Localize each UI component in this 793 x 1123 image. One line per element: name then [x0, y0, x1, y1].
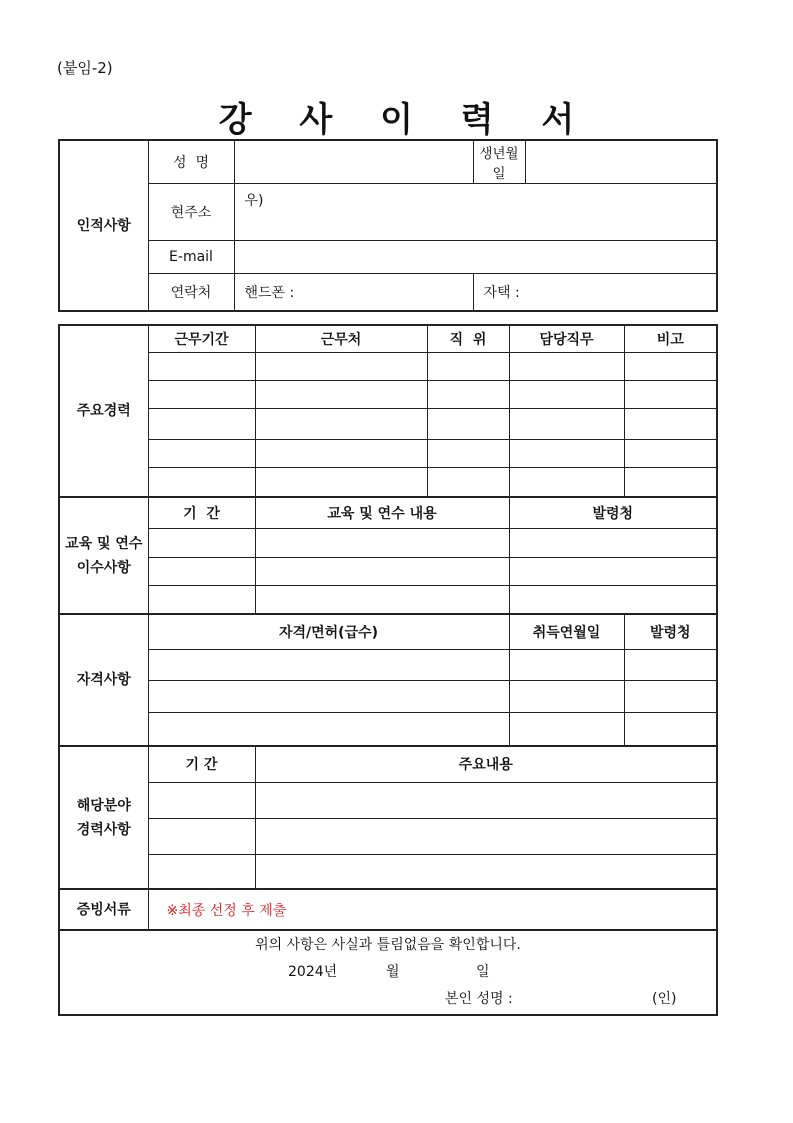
education-cell[interactable]	[255, 585, 509, 614]
table-row	[59, 408, 717, 439]
license-section-label: 자격사항	[59, 614, 148, 746]
table-row	[59, 352, 717, 380]
mobile-field[interactable]	[234, 273, 473, 311]
table-row	[59, 782, 717, 818]
career-header-period: 근무기간	[148, 325, 255, 352]
postal-prefix: 우)	[244, 192, 264, 209]
page-title: 강 사 이 력 서	[218, 100, 593, 140]
field-header-period: 기 간	[148, 746, 255, 782]
career-cell[interactable]	[509, 352, 624, 380]
table-row	[59, 585, 717, 614]
proof-note: ※최종 선정 후 제출	[148, 889, 717, 930]
field-career-section-label	[59, 746, 148, 889]
career-cell[interactable]	[427, 408, 509, 439]
personal-info-table	[58, 139, 718, 312]
career-header-note: 비고	[624, 325, 717, 352]
career-cell[interactable]	[255, 352, 427, 380]
signature-label: 본인 성명 :	[445, 991, 513, 1007]
license-header-name: 자격/면허(급수)	[148, 614, 509, 649]
table-row	[59, 467, 717, 497]
education-cell[interactable]	[148, 557, 255, 585]
field-cell[interactable]	[255, 818, 717, 854]
education-header-content: 교육 및 연수 내용	[255, 497, 509, 528]
field-cell[interactable]	[255, 782, 717, 818]
education-cell[interactable]	[509, 557, 717, 585]
career-cell[interactable]	[624, 380, 717, 408]
license-cell[interactable]	[624, 712, 717, 746]
field-cell[interactable]	[148, 818, 255, 854]
career-header-duty: 담당직무	[509, 325, 624, 352]
education-header-period: 기 간	[148, 497, 255, 528]
table-row	[59, 439, 717, 467]
field-cell[interactable]	[148, 854, 255, 889]
education-cell[interactable]	[255, 557, 509, 585]
license-header-issuer: 발령청	[624, 614, 717, 649]
license-cell[interactable]	[148, 649, 509, 680]
table-row	[59, 818, 717, 854]
license-header-date: 취득연월일	[509, 614, 624, 649]
email-field[interactable]	[234, 240, 717, 273]
career-section-label: 주요경력	[59, 325, 148, 497]
career-cell[interactable]	[509, 408, 624, 439]
field-label-line2: 경력사항	[76, 821, 131, 838]
career-cell[interactable]	[255, 467, 427, 497]
confirmation-month: 월	[386, 964, 400, 980]
proof-section-label: 증빙서류	[59, 889, 148, 930]
education-section-label	[59, 497, 148, 614]
education-label-line2: 이수사항	[76, 559, 131, 576]
career-cell[interactable]	[148, 467, 255, 497]
career-cell[interactable]	[509, 439, 624, 467]
address-label: 현주소	[148, 183, 234, 240]
table-row	[59, 649, 717, 680]
career-cell[interactable]	[427, 467, 509, 497]
career-cell[interactable]	[509, 380, 624, 408]
name-label: 성 명	[148, 140, 234, 183]
confirmation-block	[59, 930, 717, 1015]
attachment-label: (붙임-2)	[57, 59, 113, 77]
career-cell[interactable]	[255, 408, 427, 439]
education-cell[interactable]	[148, 585, 255, 614]
birthdate-label: 생년월일	[473, 140, 525, 183]
career-cell[interactable]	[148, 380, 255, 408]
career-cell[interactable]	[148, 408, 255, 439]
table-row	[59, 712, 717, 746]
contact-label: 연락처	[148, 273, 234, 311]
career-cell[interactable]	[427, 352, 509, 380]
field-cell[interactable]	[255, 854, 717, 889]
address-field[interactable]	[234, 183, 717, 240]
career-cell[interactable]	[255, 439, 427, 467]
career-cell[interactable]	[509, 467, 624, 497]
license-cell[interactable]	[509, 680, 624, 712]
birthdate-field[interactable]	[525, 140, 717, 183]
field-header-content: 주요내용	[255, 746, 717, 782]
education-cell[interactable]	[255, 528, 509, 557]
career-cell[interactable]	[624, 439, 717, 467]
field-cell[interactable]	[148, 782, 255, 818]
career-cell[interactable]	[427, 380, 509, 408]
career-cell[interactable]	[624, 352, 717, 380]
table-row	[59, 854, 717, 889]
career-cell[interactable]	[255, 380, 427, 408]
education-cell[interactable]	[509, 585, 717, 614]
confirmation-signature	[60, 986, 716, 1013]
education-header-issuer: 발령청	[509, 497, 717, 528]
table-row	[59, 380, 717, 408]
email-label: E-mail	[148, 240, 234, 273]
career-header-workplace: 근무처	[255, 325, 427, 352]
career-header-position: 직 위	[427, 325, 509, 352]
table-row	[59, 680, 717, 712]
license-cell[interactable]	[148, 680, 509, 712]
education-cell[interactable]	[509, 528, 717, 557]
license-cell[interactable]	[624, 649, 717, 680]
career-cell[interactable]	[624, 467, 717, 497]
license-cell[interactable]	[148, 712, 509, 746]
home-phone-label: 자택 :	[483, 284, 520, 301]
confirmation-day: 일	[476, 964, 490, 980]
table-row	[59, 528, 717, 557]
personal-section-label: 인적사항	[59, 140, 148, 311]
career-cell[interactable]	[427, 439, 509, 467]
career-education-table	[58, 324, 718, 1016]
license-cell[interactable]	[509, 712, 624, 746]
confirmation-year: 2024년	[288, 964, 338, 980]
field-label-line1: 해당분야	[76, 797, 131, 814]
career-cell[interactable]	[148, 439, 255, 467]
seal-label: (인)	[652, 991, 677, 1007]
table-row	[59, 557, 717, 585]
name-field[interactable]	[234, 140, 473, 183]
license-cell[interactable]	[624, 680, 717, 712]
mobile-label: 핸드폰 :	[244, 284, 295, 301]
license-cell[interactable]	[509, 649, 624, 680]
education-label-line1: 교육 및 연수	[65, 535, 143, 552]
confirmation-date	[60, 959, 716, 986]
education-cell[interactable]	[148, 528, 255, 557]
career-cell[interactable]	[148, 352, 255, 380]
home-phone-field[interactable]	[473, 273, 717, 311]
career-cell[interactable]	[624, 408, 717, 439]
confirmation-statement: 위의 사항은 사실과 틀림없음을 확인합니다.	[255, 937, 521, 953]
